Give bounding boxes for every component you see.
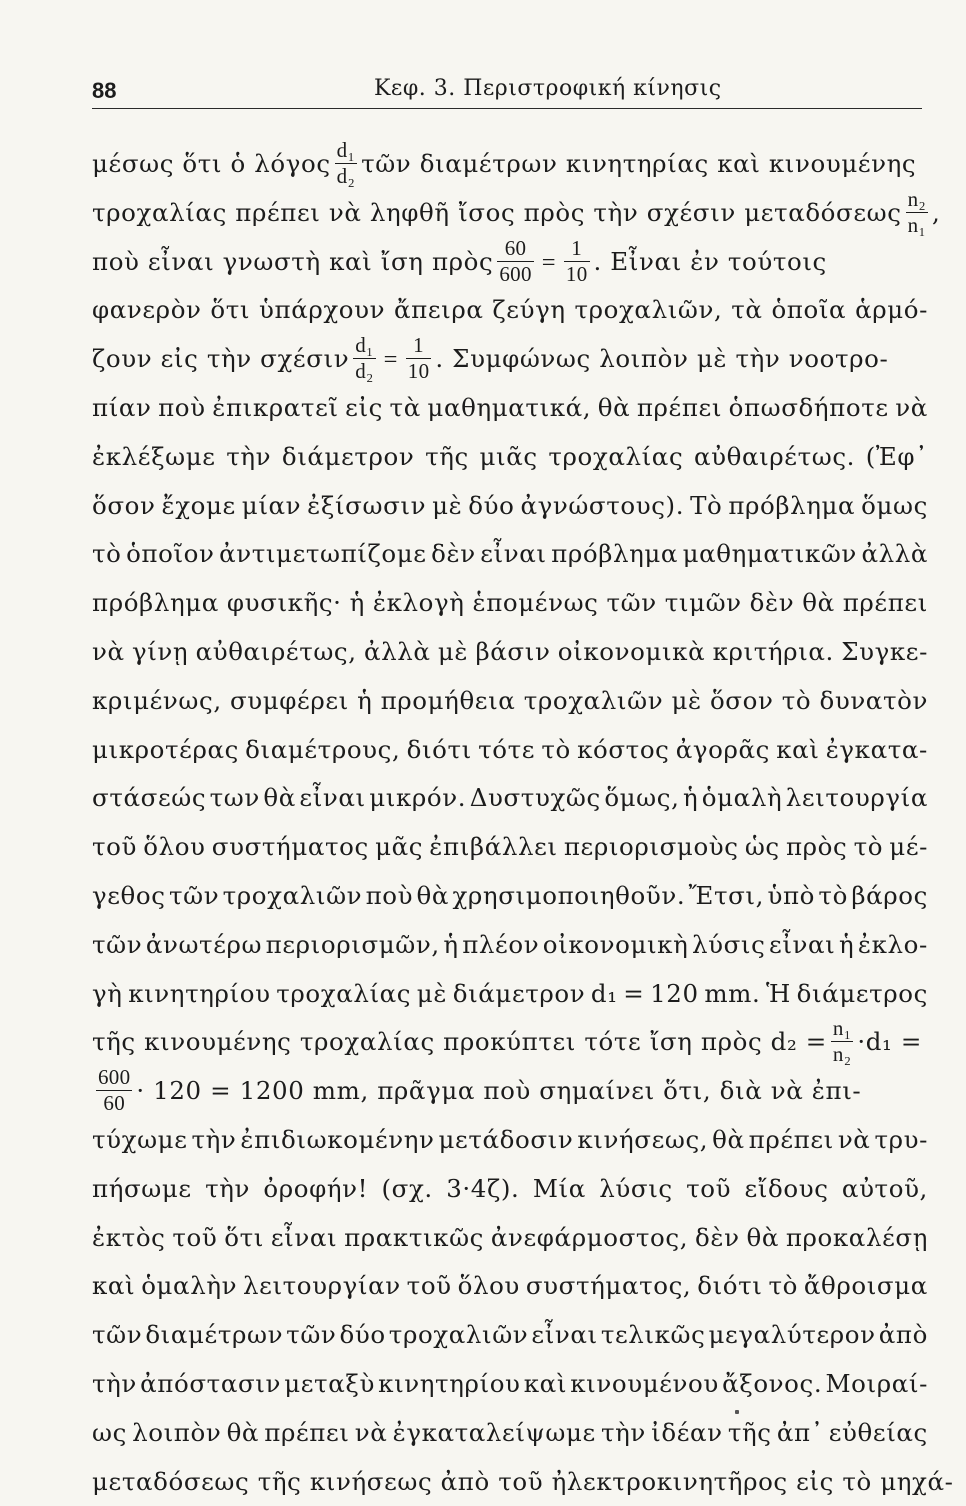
- word: μαθηματικῶν: [682, 539, 857, 569]
- fraction-numerator: n₁: [832, 1016, 852, 1041]
- fraction-denominator: n₂: [832, 1042, 852, 1067]
- word: κριτήρια.: [712, 636, 834, 666]
- word: 3·4ζ).: [446, 1173, 520, 1203]
- fraction: [96, 1067, 132, 1114]
- word: θὰ: [746, 1222, 779, 1252]
- word: πρέπει: [842, 588, 928, 618]
- text-line: [92, 628, 928, 677]
- word: ἡ: [838, 929, 855, 959]
- fraction-denominator: d₂: [336, 164, 356, 188]
- fraction: [353, 335, 375, 382]
- word: εἶναι: [299, 783, 366, 813]
- word: διότι: [406, 734, 472, 764]
- word: ἐκλέξωμε: [92, 441, 216, 471]
- word: ἑπομένως: [472, 588, 599, 618]
- word: d₁: [590, 978, 618, 1008]
- text-line: [92, 335, 928, 384]
- word: τῶν: [286, 1320, 337, 1350]
- word: ὁμαλὴν: [141, 1271, 238, 1301]
- word: τὸ: [853, 832, 884, 862]
- word: ως: [92, 1417, 127, 1447]
- text-line: [92, 530, 928, 579]
- word: στάσεώς: [92, 783, 207, 813]
- word: κριμένως,: [92, 685, 222, 715]
- line-text: τῶν διαμέτρων κινητηρίας καὶ κινουμένης: [361, 149, 917, 178]
- word: ἀγορᾶς: [675, 734, 770, 764]
- word: μὲ: [437, 636, 469, 666]
- word: εὐθείας: [828, 1417, 928, 1447]
- word: γεθος: [92, 880, 166, 910]
- word: μικρόν.: [369, 783, 467, 813]
- word: μᾶς: [375, 832, 424, 862]
- word: τὸ: [768, 1271, 798, 1301]
- fraction-denominator: n₁: [907, 212, 926, 237]
- word: πήσωμε: [92, 1173, 192, 1203]
- word: πρὸς: [785, 832, 848, 862]
- word: θὰ: [802, 588, 835, 618]
- word: ὑπὸ: [767, 880, 815, 910]
- word: μὲ: [432, 490, 463, 520]
- word: ἐγκαταλείψωμε: [392, 1417, 596, 1447]
- fraction: [497, 235, 533, 286]
- text-line: [92, 1067, 928, 1116]
- word: διαμέτρους,: [245, 734, 401, 764]
- line-text: μέσως ὅτι ὁ λόγος: [92, 149, 331, 178]
- word: ἐπιβάλλει: [429, 832, 558, 862]
- text-line: [92, 970, 928, 1019]
- word: θὰ: [226, 1417, 260, 1447]
- word: τῶν: [92, 929, 143, 959]
- word: ἀπόστασιν: [140, 1368, 282, 1398]
- line-text: ,: [931, 197, 941, 227]
- word: μιᾶς: [479, 441, 538, 471]
- word: τὴν: [191, 1124, 237, 1154]
- word: τὸ: [781, 685, 812, 715]
- word: ἀνεφάρμοστος,: [490, 1222, 689, 1252]
- word: εἶναι: [270, 1222, 338, 1252]
- word: τῆς: [425, 441, 469, 471]
- word: ὀροφήν!: [263, 1173, 369, 1203]
- word: συμφέρει: [229, 685, 349, 715]
- word: πρακτικῶς: [344, 1222, 484, 1252]
- word: ὅσον: [92, 490, 156, 520]
- line-text: μεταδόσεως τῆς κινήσεως ἀπὸ τοῦ ἠλεκτροκινητῆρος εἰς τὸ μηχά-: [92, 1466, 954, 1496]
- word: τροχαλιῶν: [388, 1320, 529, 1350]
- word: τὴν: [205, 1173, 251, 1203]
- text-line: [92, 677, 928, 726]
- word: διαμέτρων: [145, 1320, 284, 1350]
- fraction-numerator: d₁: [336, 138, 356, 162]
- word: =: [623, 978, 645, 1008]
- word: ἀνωτέρω: [145, 929, 263, 959]
- word: ὁπωσδήποτε: [728, 392, 889, 422]
- word: ὅσον: [709, 685, 774, 715]
- word: ἐκτὸς: [92, 1222, 166, 1252]
- word: πρόβλημα: [551, 539, 679, 569]
- text-line: [92, 1311, 928, 1360]
- word: ὅλου: [457, 1271, 520, 1301]
- word: θὰ: [597, 392, 631, 422]
- word: μὲ: [416, 978, 448, 1008]
- text-line: [92, 1018, 928, 1067]
- word: θὰ: [416, 880, 450, 910]
- word: ὅτι: [210, 295, 251, 325]
- fraction-numerator: d₁: [355, 333, 374, 358]
- word: νὰ: [354, 1417, 388, 1447]
- text-line: [92, 1409, 928, 1458]
- word: εἶναι: [769, 929, 836, 959]
- word: νὰ: [92, 636, 125, 666]
- word: ὁμαλὴ: [701, 783, 783, 813]
- word: δυνατὸν: [819, 685, 928, 715]
- word: διότι: [697, 1271, 763, 1301]
- word: ἡ: [443, 929, 459, 959]
- word: τελικῶς: [600, 1320, 706, 1350]
- word: τοῦ: [92, 832, 137, 862]
- word: ἐγκατα-: [825, 734, 928, 764]
- word: Ἡ: [766, 978, 791, 1008]
- word: γὴ: [92, 978, 123, 1008]
- word: τῶν: [92, 1320, 143, 1350]
- text-line: [92, 872, 928, 921]
- text-line: [92, 726, 928, 775]
- text-line: [92, 1458, 954, 1506]
- word: καὶ: [92, 1271, 136, 1301]
- line-text: ποὺ εἶναι γνωστὴ καὶ ἴση πρὸς: [92, 246, 494, 276]
- word: τὴν: [92, 1368, 137, 1398]
- line-text: . Συμφώνως λοιπὸν μὲ τὴν νοοτρο-: [435, 344, 889, 374]
- word: συστήματος,: [525, 1271, 692, 1301]
- fraction-numerator: n₂: [907, 186, 926, 211]
- word: τοῦ: [686, 1173, 732, 1203]
- word: Δυστυχῶς: [469, 783, 601, 813]
- text-line: [92, 384, 928, 433]
- word: ὅμως: [861, 490, 928, 520]
- word: κινουμένου: [570, 1368, 719, 1398]
- equals-sign: =: [541, 248, 556, 276]
- word: θὰ: [712, 1124, 745, 1154]
- line-text: τῆς κινουμένης τροχαλίας προκύπτει τότε ἴση πρὸς d₂ =: [92, 1027, 827, 1057]
- page-number: 88: [92, 78, 117, 103]
- text-line: [92, 1165, 928, 1214]
- fraction-numerator: 60: [497, 238, 533, 262]
- word: μαθηματικά,: [427, 392, 592, 422]
- word: ἀλλὰ: [861, 539, 928, 569]
- word: ἡ: [683, 783, 699, 813]
- text-line: [92, 1214, 928, 1263]
- line-text: . Εἶναι ἐν τούτοις: [593, 246, 827, 276]
- word: τότε: [478, 734, 536, 764]
- word: ἐξίσωσιν: [307, 490, 427, 520]
- word: τὴν: [226, 441, 272, 471]
- word: ὁποῖα: [771, 295, 847, 325]
- word: μετάδοσιν: [438, 1124, 574, 1154]
- word: πρόβλημα: [92, 588, 219, 618]
- word: ποὺ: [365, 880, 414, 910]
- word: ἡ: [349, 588, 365, 618]
- word: ἀλλὰ: [363, 636, 431, 666]
- text-line: [92, 286, 928, 335]
- word: φανερὸν: [92, 295, 202, 325]
- line-text: · 120 = 1200 mm, πρᾶγμα ποὺ σημαίνει ὅτι, διὰ νὰ ἐπι-: [136, 1076, 862, 1106]
- word: τροχαλίας: [276, 978, 412, 1008]
- word: ἐπιδιωκομένην: [240, 1124, 435, 1154]
- word: πίαν: [92, 392, 152, 422]
- word: κινητηρίου: [128, 978, 271, 1008]
- fraction: [335, 140, 357, 187]
- running-head: Κεφ. 3. Περιστροφική κίνησις: [374, 76, 722, 101]
- word: βάρος: [851, 880, 928, 910]
- word: (Ἐφ᾽: [865, 441, 928, 471]
- word: αὐθαιρέτως.: [693, 441, 856, 471]
- word: ἄπειρα: [394, 295, 484, 325]
- fraction-denominator: 60: [103, 1091, 125, 1116]
- word: ὅλου: [143, 832, 206, 862]
- word: τρυ-: [874, 1124, 928, 1154]
- word: τὸ: [818, 880, 848, 910]
- text-line: [92, 823, 928, 872]
- word: Τὸ: [690, 490, 723, 520]
- word: ἐπικρατεῖ: [212, 392, 339, 422]
- word: περιορισμοὺς: [563, 832, 739, 862]
- word: Ἔτσι,: [688, 880, 765, 910]
- word: καὶ: [776, 734, 820, 764]
- word: Μοιραί-: [825, 1368, 928, 1398]
- word: ἐκλογὴ: [372, 588, 465, 618]
- word: τῶν: [606, 588, 657, 618]
- word: ἀγνώστους).: [520, 490, 685, 520]
- word: λύσις: [599, 1173, 673, 1203]
- word: ὁποῖον: [126, 539, 215, 569]
- word: πρέπει: [264, 1417, 350, 1447]
- word: ἀντιμετωπίζομε: [219, 539, 427, 569]
- print-speck: [735, 1410, 739, 1414]
- text-line: [92, 186, 941, 238]
- text-line: [92, 433, 928, 482]
- word: ὅμως,: [604, 783, 680, 813]
- fraction-denominator: 10: [565, 261, 588, 286]
- word: χρησιμοποιηθοῦν.: [452, 880, 686, 910]
- fraction: [406, 335, 432, 382]
- word: ἀπ᾽: [776, 1417, 824, 1447]
- word: μέ-: [889, 832, 928, 862]
- word: ἰδέαν: [651, 1417, 723, 1447]
- word: τροχαλιῶν: [523, 685, 664, 715]
- word: ἔχομε: [161, 490, 236, 520]
- word: τροχαλιῶν,: [574, 295, 723, 325]
- line-text: ·d₁ =: [857, 1027, 922, 1057]
- fraction-denominator: 10: [407, 359, 430, 384]
- word: εἶναι: [531, 1320, 598, 1350]
- word: μίαν: [241, 490, 302, 520]
- word: ὡς: [744, 832, 780, 862]
- word: ἀπὸ: [878, 1320, 928, 1350]
- word: οἰκονομικὴ: [542, 929, 689, 959]
- word: γίνῃ: [131, 636, 189, 666]
- word: πλέον: [462, 929, 540, 959]
- fraction: [906, 186, 928, 237]
- word: πρέπει: [748, 1124, 834, 1154]
- word: δύο: [339, 1320, 386, 1350]
- fraction-numerator: 1: [564, 238, 590, 262]
- word: προκαλέσῃ: [785, 1222, 928, 1252]
- page-header: [92, 72, 922, 109]
- text-line: [92, 140, 928, 189]
- word: διάμετρον: [281, 441, 415, 471]
- word: ἁρμό-: [855, 295, 928, 325]
- word: λοιπὸν: [132, 1417, 222, 1447]
- word: λειτουργία: [785, 783, 928, 813]
- word: αὐτοῦ,: [841, 1173, 928, 1203]
- word: 120: [650, 978, 699, 1008]
- word: Συγκε-: [841, 636, 928, 666]
- fraction: [564, 235, 590, 286]
- word: δὲν: [431, 539, 476, 569]
- word: δὲν: [695, 1222, 740, 1252]
- word: προμήθεια: [380, 685, 516, 715]
- word: εἰς: [345, 392, 383, 422]
- word: τὰ: [389, 392, 421, 422]
- word: τύχωμε: [92, 1124, 188, 1154]
- word: μεταξὺ: [284, 1368, 375, 1398]
- word: μεγαλύτερον: [708, 1320, 876, 1350]
- text-line: [92, 1360, 928, 1409]
- word: εἶναι: [480, 539, 547, 569]
- word: συστήματος: [211, 832, 369, 862]
- word: ὅτι: [224, 1222, 264, 1252]
- word: περιορισμῶν,: [265, 929, 440, 959]
- text-line: [92, 921, 928, 970]
- word: διάμετρος: [796, 978, 928, 1008]
- word: κινητηρίου: [378, 1368, 521, 1398]
- word: τῶν: [168, 880, 220, 910]
- word: νὰ: [837, 1124, 871, 1154]
- fraction-numerator: 1: [406, 335, 432, 359]
- word: (σχ.: [381, 1173, 433, 1203]
- word: ἐκλο-: [857, 929, 928, 959]
- word: ἡ: [357, 685, 373, 715]
- word: τὴν: [600, 1417, 646, 1447]
- word: κόστος: [577, 734, 670, 764]
- word: Μία: [532, 1173, 586, 1203]
- word: μὲ: [671, 685, 702, 715]
- fraction: [831, 1018, 853, 1065]
- word: των: [209, 783, 260, 813]
- word: ζεύγη: [492, 295, 566, 325]
- word: ἄθροισμα: [803, 1271, 928, 1301]
- word: πρόβλημα: [728, 490, 856, 520]
- word: τὸ: [541, 734, 571, 764]
- word: τὸ: [92, 539, 122, 569]
- word: δὲν: [749, 588, 795, 618]
- fraction-numerator: 600: [98, 1065, 131, 1090]
- word: ἄξονος.: [722, 1368, 823, 1398]
- word: οἰκονομικὰ: [557, 636, 706, 666]
- word: τῆς: [727, 1417, 772, 1447]
- word: λειτουργίαν: [243, 1271, 401, 1301]
- word: τὰ: [731, 295, 763, 325]
- line-text: τροχαλίας πρέπει νὰ ληφθῆ ἴσος πρὸς τὴν σχέσιν μεταδόσεως: [92, 197, 902, 227]
- text-line: [92, 579, 928, 628]
- word: θὰ: [263, 783, 296, 813]
- text-line: [92, 482, 928, 531]
- text-line: [92, 1116, 928, 1165]
- word: κινήσεως,: [577, 1124, 709, 1154]
- fraction-denominator: d₂: [355, 359, 374, 384]
- word: βάσιν: [475, 636, 551, 666]
- word: ὑπάρχουν: [259, 295, 386, 325]
- text-line: [92, 774, 928, 823]
- word: διάμετρον: [452, 978, 586, 1008]
- word: αὐθαιρέτως,: [195, 636, 357, 666]
- word: νὰ: [895, 392, 928, 422]
- text-line: [92, 1262, 928, 1311]
- word: λύσις: [691, 929, 766, 959]
- fraction-denominator: 600: [499, 261, 532, 286]
- word: mm.: [704, 978, 761, 1008]
- word: πρέπει: [636, 392, 723, 422]
- word: ποὺ: [158, 392, 206, 422]
- word: τροχαλιῶν: [222, 880, 363, 910]
- word: τιμῶν: [664, 588, 742, 618]
- word: δύο: [468, 490, 515, 520]
- text-line: [92, 235, 928, 287]
- word: τροχαλίας: [548, 441, 684, 471]
- word: καὶ: [523, 1368, 568, 1398]
- word: φυσικῆς·: [226, 588, 342, 618]
- word: τοῦ: [172, 1222, 218, 1252]
- body-text: [92, 138, 954, 1506]
- word: μικροτέρας: [92, 734, 239, 764]
- word: τοῦ: [406, 1271, 452, 1301]
- equals-sign: =: [383, 346, 398, 374]
- word: εἴδους: [744, 1173, 829, 1203]
- line-text: ζουν εἰς τὴν σχέσιν: [92, 344, 350, 374]
